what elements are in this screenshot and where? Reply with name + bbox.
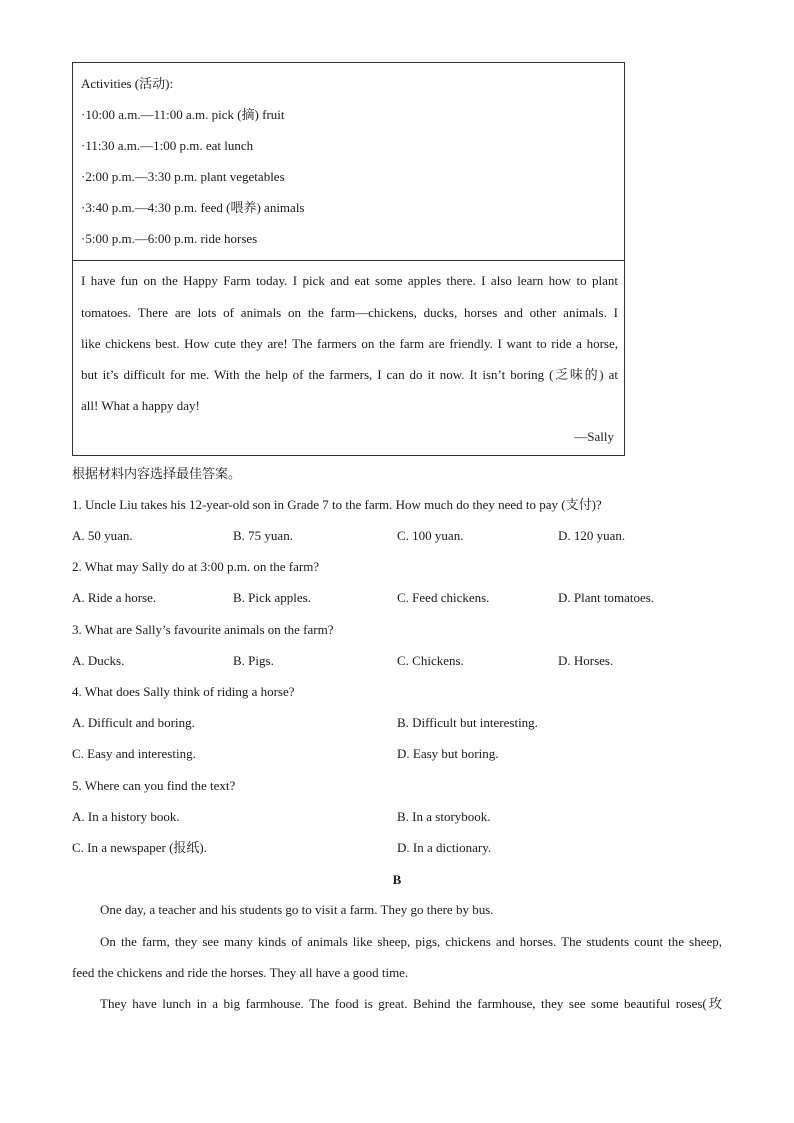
activity-item: ·2:00 p.m.—3:30 p.m. plant vegetables <box>81 169 285 184</box>
option-c: C. Chickens. <box>397 653 464 668</box>
diary-line: I have fun on the Happy Farm today. I pick and eat some apples there. I also learn how to plant <box>81 273 618 288</box>
option-b: B. Pick apples. <box>233 590 311 605</box>
option-c: C. Easy and interesting. <box>72 746 196 761</box>
option-c: C. Feed chickens. <box>397 590 490 605</box>
activity-item: ·10:00 a.m.—11:00 a.m. pick (摘) fruit <box>81 107 285 122</box>
option-c: C. In a newspaper (报纸). <box>72 840 208 855</box>
paragraph: One day, a teacher and his students go to visit a farm. They go there by bus. <box>100 902 494 917</box>
option-b: B. Pigs. <box>233 653 274 668</box>
activities-title: Activities (活动): <box>81 76 174 91</box>
section-heading: B <box>392 872 402 887</box>
option-a: A. Ride a horse. <box>72 590 157 605</box>
option-d: D. In a dictionary. <box>397 840 492 855</box>
question-stem: 5. Where can you find the text? <box>72 778 236 793</box>
paragraph: feed the chickens and ride the horses. They all have a good time. <box>72 965 409 980</box>
option-d: D. Plant tomatoes. <box>558 590 655 605</box>
diary-signature: —Sally <box>574 429 614 444</box>
option-a: A. Difficult and boring. <box>72 715 195 730</box>
question-stem: 4. What does Sally think of riding a horse? <box>72 684 295 699</box>
option-d: D. Easy but boring. <box>397 746 499 761</box>
question-stem: 3. What are Sally’s favourite animals on the farm? <box>72 622 334 637</box>
option-d: D. 120 yuan. <box>558 528 626 543</box>
option-b: B. Difficult but interesting. <box>397 715 538 730</box>
diary-line: tomatoes. There are lots of animals on the farm—chickens, ducks, horses and other animals. I <box>81 305 618 320</box>
option-b: B. In a storybook. <box>397 809 491 824</box>
option-c: C. 100 yuan. <box>397 528 464 543</box>
instruction: 根据材料内容选择最佳答案。 <box>72 466 242 481</box>
diary-line: all! What a happy day! <box>81 398 200 413</box>
diary-line: but it’s difficult for me. With the help of the farmers, I can do it now. It isn’t boring (乏味的) at <box>81 367 618 382</box>
box-divider <box>73 260 624 261</box>
passage-box <box>72 62 625 456</box>
question-stem: 2. What may Sally do at 3:00 p.m. on the farm? <box>72 559 320 574</box>
activity-item: ·3:40 p.m.—4:30 p.m. feed (喂养) animals <box>81 200 305 215</box>
paragraph: They have lunch in a big farmhouse. The food is great. Behind the farmhouse, they see some beautiful roses(玫 <box>100 996 722 1011</box>
option-a: A. 50 yuan. <box>72 528 133 543</box>
paragraph: On the farm, they see many kinds of animals like sheep, pigs, chickens and horses. The students count the sheep, <box>100 934 722 949</box>
option-a: A. In a history book. <box>72 809 180 824</box>
question-stem: 1. Uncle Liu takes his 12-year-old son in Grade 7 to the farm. How much do they need to pay (支付)? <box>72 497 602 512</box>
option-d: D. Horses. <box>558 653 614 668</box>
diary-line: like chickens best. How cute they are! The farmers on the farm are friendly. I want to ride a horse, <box>81 336 618 351</box>
activity-item: ·11:30 a.m.—1:00 p.m. eat lunch <box>81 138 254 153</box>
option-b: B. 75 yuan. <box>233 528 293 543</box>
option-a: A. Ducks. <box>72 653 125 668</box>
activity-item: ·5:00 p.m.—6:00 p.m. ride horses <box>81 231 258 246</box>
